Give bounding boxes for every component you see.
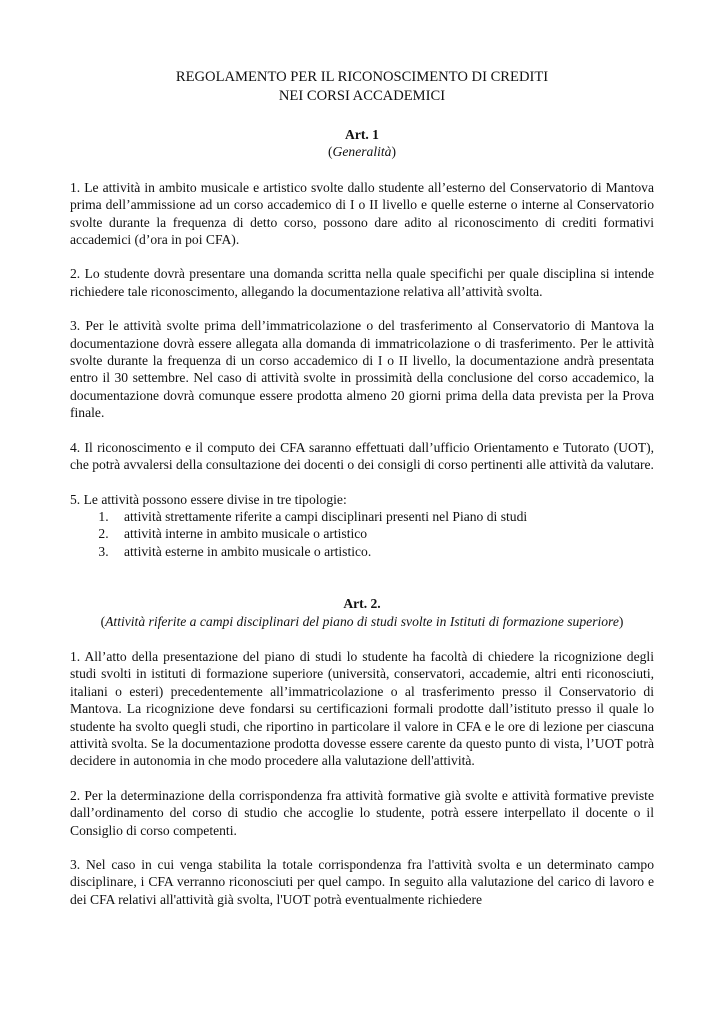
- article-1-paragraph-5-intro: 5. Le attività possono essere divise in tre tipologie:: [70, 491, 347, 507]
- article-1-paragraph-4: 4. Il riconoscimento e il computo dei CFA saranno effettuati dall’ufficio Orientamento e Tutorato (UOT), che potrà avvalersi della consultazione dei docenti o dei consigli di corso pertinenti alle attività da valutare.: [70, 439, 654, 473]
- list-item: 3. attività esterne in ambito musicale o artistico.: [112, 543, 654, 560]
- article-2-paragraph-1: 1. All’atto della presentazione del piano di studi lo studente ha facoltà di chiedere la ricognizione degli studi svolti in istituti di formazione superiore (università, conservatori, accademie, altri enti riconosciuti, italiani o esteri) precedentemente all’immatricolazione o al trasferimento presso il Conservatorio di Mantova. La ricognizione deve fondarsi su certificazioni formali prodotte dall’istituto presso il quale lo studente ha svolto quegli studi, che riportino in particolare il valore in CFA e le ore di lezione per ciascuna attività svolta. Se la documentazione prodotta dovesse essere carente da questo punto di vista, l’UOT potrà decidere in autonomia in che modo procedere alla valutazione dell'attività.: [70, 648, 654, 769]
- document-title: [70, 68, 654, 106]
- article-2-paragraph-2: 2. Per la determinazione della corrispondenza fra attività formative già svolte e attività formative previste dall’ordinamento del corso di studio che accoglie lo studente, potrà essere interpellato il docente o il Consiglio di corso competenti.: [70, 787, 654, 838]
- article-2-subtitle-open: (: [100, 613, 106, 629]
- article-2-paragraph-3: 3. Nel caso in cui venga stabilita la totale corrispondenza fra l'attività svolta e un determinato campo disciplinare, i CFA verranno riconosciuti per quel campo. In seguito alla valutazione del carico di lavoro e dei CFA relativi all'attività già svolta, l'UOT potrà eventualmente richiedere: [70, 857, 654, 907]
- article-1-subtitle: [70, 143, 654, 160]
- article-1-subtitle-text: Generalità: [332, 144, 392, 160]
- article-2-heading: Art. 2.: [343, 596, 381, 612]
- list-item: 2. attività interne in ambito musicale o artistico: [112, 525, 654, 542]
- article-1-paragraph-1: 1. Le attività in ambito musicale e artistico svolte dallo studente all’esterno del Conservatorio di Mantova prima dell’ammissione ad un corso accademico di I o II livello e quelle esterne o interne al Conservatorio svolte durante la frequenza di detto corso, possono dare adito al riconoscimento di crediti formativi accademici (d’ora in poi CFA).: [70, 179, 654, 248]
- article-1-subtitle-close: ): [391, 144, 396, 160]
- list-item: 1. attività strettamente riferite a campi disciplinari presenti nel Piano di studi: [112, 508, 654, 525]
- document-title-line-1: REGOLAMENTO PER IL RICONOSCIMENTO DI CREDITI: [175, 69, 549, 85]
- article-2-subtitle: [70, 613, 654, 630]
- article-2: [70, 595, 654, 908]
- article-2-subtitle-text: Attività riferite a campi disciplinari del piano di studi svolte in Istituti di formazione superiore: [105, 613, 619, 629]
- article-1-paragraph-3: 3. Per le attività svolte prima dell’immatricolazione o del trasferimento al Conservatorio di Mantova la documentazione dovrà essere allegata alla domanda di immatricolazione o di trasferimento. Per le attività svolte durante la frequenza di un corso accademico di I o II livello, la documentazione andrà presentata entro il 30 settembre. Nel caso di attività svolte in prossimità della conclusione del corso accademico, la documentazione dovrà comunque essere prodotta almeno 20 giorni prima della data prevista per la Prova finale.: [70, 318, 654, 421]
- article-2-subtitle-close: ): [618, 613, 624, 629]
- document-title-line-2: NEI CORSI ACCADEMICI: [278, 88, 446, 104]
- article-1-subtitle-open: (: [328, 144, 333, 160]
- activity-types-list: [70, 508, 654, 560]
- article-1-heading: Art. 1: [345, 127, 379, 142]
- article-1-paragraph-2: 2. Lo studente dovrà presentare una domanda scritta nella quale specifichi per quale disciplina si intende richiedere tale riconoscimento, allegando la documentazione relativa all’attività svolta.: [70, 266, 654, 299]
- article-1: [70, 126, 654, 560]
- document-page: [70, 68, 654, 908]
